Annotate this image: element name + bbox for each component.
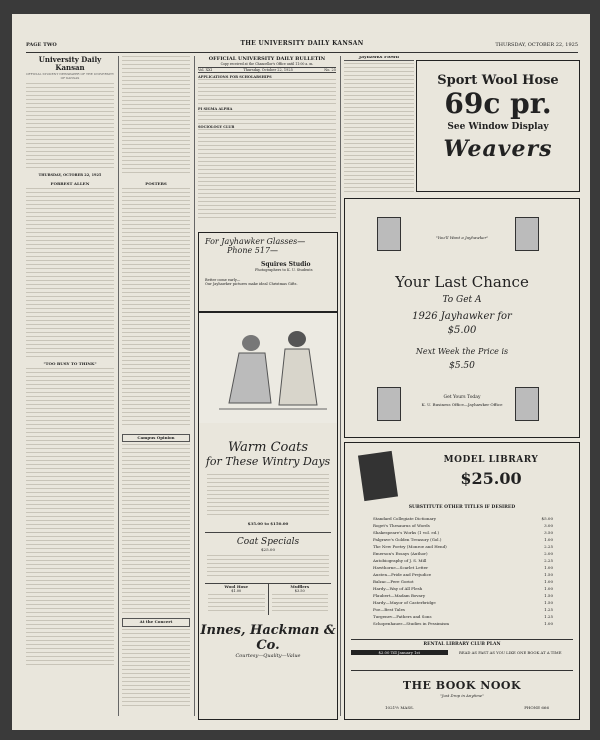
- page-date: THURSDAY, OCTOBER 22, 1925: [495, 42, 578, 48]
- studio-sub: Photographers to K. U. Students: [255, 268, 313, 272]
- glasses-tag-1: Better come early—: [205, 278, 241, 282]
- book-title: The New Poetry (Monroe and Hend): [373, 544, 447, 549]
- book-icon: [377, 217, 401, 251]
- weavers-hose-ad: [416, 60, 580, 192]
- book-title: Austen—Pride and Prejudice: [373, 572, 432, 577]
- bulletin-title: OFFICIAL UNIVERSITY DAILY BULLETIN: [208, 56, 326, 62]
- bulletin-text: [198, 129, 336, 219]
- column-divider: [340, 56, 341, 716]
- studio-name: Squires Studio: [261, 261, 311, 268]
- book-title: Autobiography of J. S. Mill: [373, 558, 427, 563]
- bulletin-sub: Copy received at the Chancellor's Office until 11:00 a. m.: [220, 62, 314, 66]
- book-row: [373, 585, 553, 592]
- news-column-lower: [138, 414, 194, 714]
- fashion-illustration: [199, 313, 337, 423]
- business-office: K. U. Business Office—Jayhawker Office: [421, 402, 503, 407]
- editorial-column: [26, 56, 114, 716]
- page-number: PAGE TWO: [26, 42, 57, 48]
- book-row: [373, 543, 553, 550]
- book-price: 1.00: [544, 579, 553, 584]
- staff-list: [26, 83, 114, 171]
- coats-text: [207, 474, 329, 518]
- editorial-heading-1: FORREST ALLEN: [50, 180, 90, 186]
- model-library-price: $25.00: [460, 469, 522, 488]
- book-row: [373, 557, 553, 564]
- book-title: Poe—Best Tales: [373, 607, 405, 612]
- glasses-line-2: Phone 517—: [227, 246, 279, 255]
- jayhawker-year: 1926 Jayhawker for: [412, 311, 512, 322]
- book-title: Turgenev—Fathers and Sons: [373, 614, 432, 619]
- book-price: 2.00: [544, 551, 553, 556]
- editorial-text-2: [26, 368, 114, 668]
- model-library-title: MODEL LIBRARY: [443, 455, 539, 465]
- book-title: Palgrave's Golden Treasury (Gol.): [373, 537, 442, 542]
- book-row: [373, 571, 553, 578]
- next-week-price: $5.50: [449, 361, 475, 371]
- rental-plan: [351, 639, 573, 671]
- mufflers-label: Mufflers: [290, 584, 310, 589]
- get-yours-today: Get Yours Today: [443, 395, 481, 400]
- book-nook-phone: PHONE 666: [524, 705, 549, 710]
- bulletin-item-2: PI SIGMA ALPHA: [198, 107, 233, 111]
- next-week-note: Next Week the Price is: [415, 347, 509, 356]
- hose-text: [208, 594, 265, 614]
- masthead-sub: OFFICIAL STUDENT NEWSPAPER OF THE UNIVERSITY OF KANSAS: [26, 72, 114, 81]
- book-row: [373, 606, 553, 613]
- editorial-text-1: [26, 188, 114, 358]
- jayhawks-flown-column: [344, 56, 414, 194]
- book-price: 1.00: [544, 621, 553, 626]
- accessory-boxes: [205, 583, 331, 615]
- book-title: Flaubert—Madam Bovary: [373, 593, 426, 598]
- campus-opinion-heading: Campus Opinion: [122, 434, 190, 442]
- book-title: Hawthorne—Scarlet Letter: [373, 565, 429, 570]
- jayhawker-glasses-ad: [198, 232, 338, 312]
- book-price: $5.00: [541, 516, 553, 521]
- hose-price-big: 69c pr.: [444, 87, 552, 120]
- weavers-logo: Weavers: [443, 136, 553, 162]
- bulletin-volume-line: [198, 67, 336, 73]
- book-price: 1.00: [544, 586, 553, 591]
- mufflers-box: [269, 584, 332, 615]
- book-price: 1.00: [544, 537, 553, 542]
- book-title: Standard Collegiate Dictionary: [373, 516, 437, 521]
- book-row: [373, 599, 553, 606]
- rental-details: [351, 650, 573, 655]
- book-price: 3.00: [544, 523, 553, 528]
- jayhawker-last-chance-ad: [344, 198, 580, 438]
- book-row: [373, 613, 553, 620]
- mufflers-price: $3.50: [294, 589, 305, 593]
- innes-hackman-ad: [198, 312, 338, 720]
- hose-box: [205, 584, 269, 615]
- glasses-tag-2: Our Jayhawker pictures make ideal Christmas Gifts.: [205, 282, 298, 286]
- book-icon: [515, 217, 539, 251]
- bulletin-item-3: SOCIOLOGY CLUB: [198, 125, 235, 129]
- posters-heading: POSTERS: [145, 181, 167, 186]
- masthead-title: University Daily Kansan: [38, 56, 102, 72]
- book-price: 1.25: [544, 614, 553, 619]
- bulletin-no: No. 25: [324, 68, 336, 72]
- mufflers-text: [272, 594, 329, 614]
- glasses-line-1: For Jayhawker Glasses—: [205, 237, 306, 246]
- book-row: [373, 620, 553, 627]
- book-title: Balzac—Pere Goriot: [373, 579, 414, 584]
- book-price: 1.50: [544, 593, 553, 598]
- jayhawker-caption: "You'll Want a Jayhawker": [435, 235, 489, 240]
- book-row: [373, 522, 553, 529]
- book-price: 1.25: [544, 607, 553, 612]
- book-price: 2.25: [544, 558, 553, 563]
- column-divider: [194, 56, 195, 716]
- book-price: 1.50: [544, 600, 553, 605]
- coat-specials: Coat Specials: [236, 537, 300, 547]
- book-title: Roget's Thesaurus of Words: [373, 523, 430, 528]
- book-row: [373, 592, 553, 599]
- coats-line-1: Warm Coats: [227, 440, 309, 455]
- book-title: Schopenhauer—Studies in Pessimism: [373, 621, 450, 626]
- book-price: 3.50: [544, 530, 553, 535]
- page-header: [26, 40, 578, 52]
- editorial-heading-2: "TOO BUSY TO THINK": [43, 360, 97, 366]
- bulletin-day: Thursday, October 22, 1925: [243, 68, 293, 72]
- current-price: $5.00: [447, 325, 477, 336]
- book-title: Hardy—Mayor of Casterbridge: [373, 600, 436, 605]
- jayhawks-flown-title: Jayhawks Flown: [344, 56, 414, 61]
- book-title: Hardy—Way of All Flesh: [373, 586, 423, 591]
- book-nook-address: 1021½ MASS.: [385, 705, 414, 710]
- book-row: [373, 564, 553, 571]
- book-row: [373, 550, 553, 557]
- book-list: [373, 515, 553, 627]
- coats-price: $35.00 to $150.00: [247, 521, 289, 526]
- jayhawks-flown-text: [344, 63, 414, 193]
- book-price: 2.25: [544, 544, 553, 549]
- innes-hackman-sub: Courtesy—Quality—Value: [235, 653, 301, 659]
- newspaper-page: [12, 14, 590, 730]
- bulletin-text: [198, 111, 336, 125]
- editorial-dateline: THURSDAY, OCTOBER 22, 1925: [38, 173, 102, 178]
- book-price: 1.00: [544, 565, 553, 570]
- concert-heading: At the Concert: [122, 618, 190, 626]
- header-rule: [26, 52, 578, 53]
- book-price: 1.50: [544, 572, 553, 577]
- column-divider: [118, 56, 119, 716]
- hose-price: $1.00: [231, 589, 242, 593]
- book-row: [373, 536, 553, 543]
- posters-text: [122, 188, 190, 428]
- paper-title: THE UNIVERSITY DAILY KANSAN: [240, 40, 364, 47]
- bulletin-text: [198, 79, 336, 107]
- bulletin-vol: Vol. XXI: [198, 68, 213, 72]
- daily-bulletin: [198, 56, 336, 252]
- hose-label: Wool Hose: [224, 584, 249, 589]
- book-row: [373, 578, 553, 585]
- rental-title: RENTAL LIBRARY CLUB PLAN: [423, 642, 501, 647]
- book-title: Shakespeare's Works (1 vol. ed.): [373, 530, 440, 535]
- coat-specials-price: $25.00: [261, 547, 275, 552]
- innes-hackman-logo: Innes, Hackman & Co.: [200, 623, 336, 653]
- rental-rule: READ AS FAST AS YOU LIKE ONE BOOK AT A TIME: [459, 650, 562, 655]
- substitute-note: SUBSTITUTE OTHER TITLES IF DESIRED: [408, 505, 516, 510]
- article-text: [122, 56, 190, 176]
- book-nook-name: THE BOOK NOOK: [402, 679, 522, 692]
- specials-text: [207, 555, 329, 577]
- bulletin-item-1: APPLICATIONS FOR SCHOLARSHIPS: [198, 75, 272, 79]
- book-row: [373, 529, 553, 536]
- rental-price: $2.00 Till January 1st: [351, 650, 448, 655]
- book-title: Emerson's Essays (Author): [373, 551, 428, 556]
- book-illustration: [358, 451, 398, 501]
- last-chance-title: Your Last Chance: [395, 273, 529, 291]
- book-nook-slogan: "Just Drop in Anytime": [440, 693, 484, 698]
- book-nook-ad: [344, 442, 580, 720]
- coats-line-2: for These Wintry Days: [205, 455, 331, 468]
- book-row: [373, 515, 553, 522]
- hose-window: See Window Display: [447, 122, 549, 132]
- hose-title: Sport Wool Hose: [437, 73, 559, 88]
- to-get-a: To Get A: [442, 295, 482, 305]
